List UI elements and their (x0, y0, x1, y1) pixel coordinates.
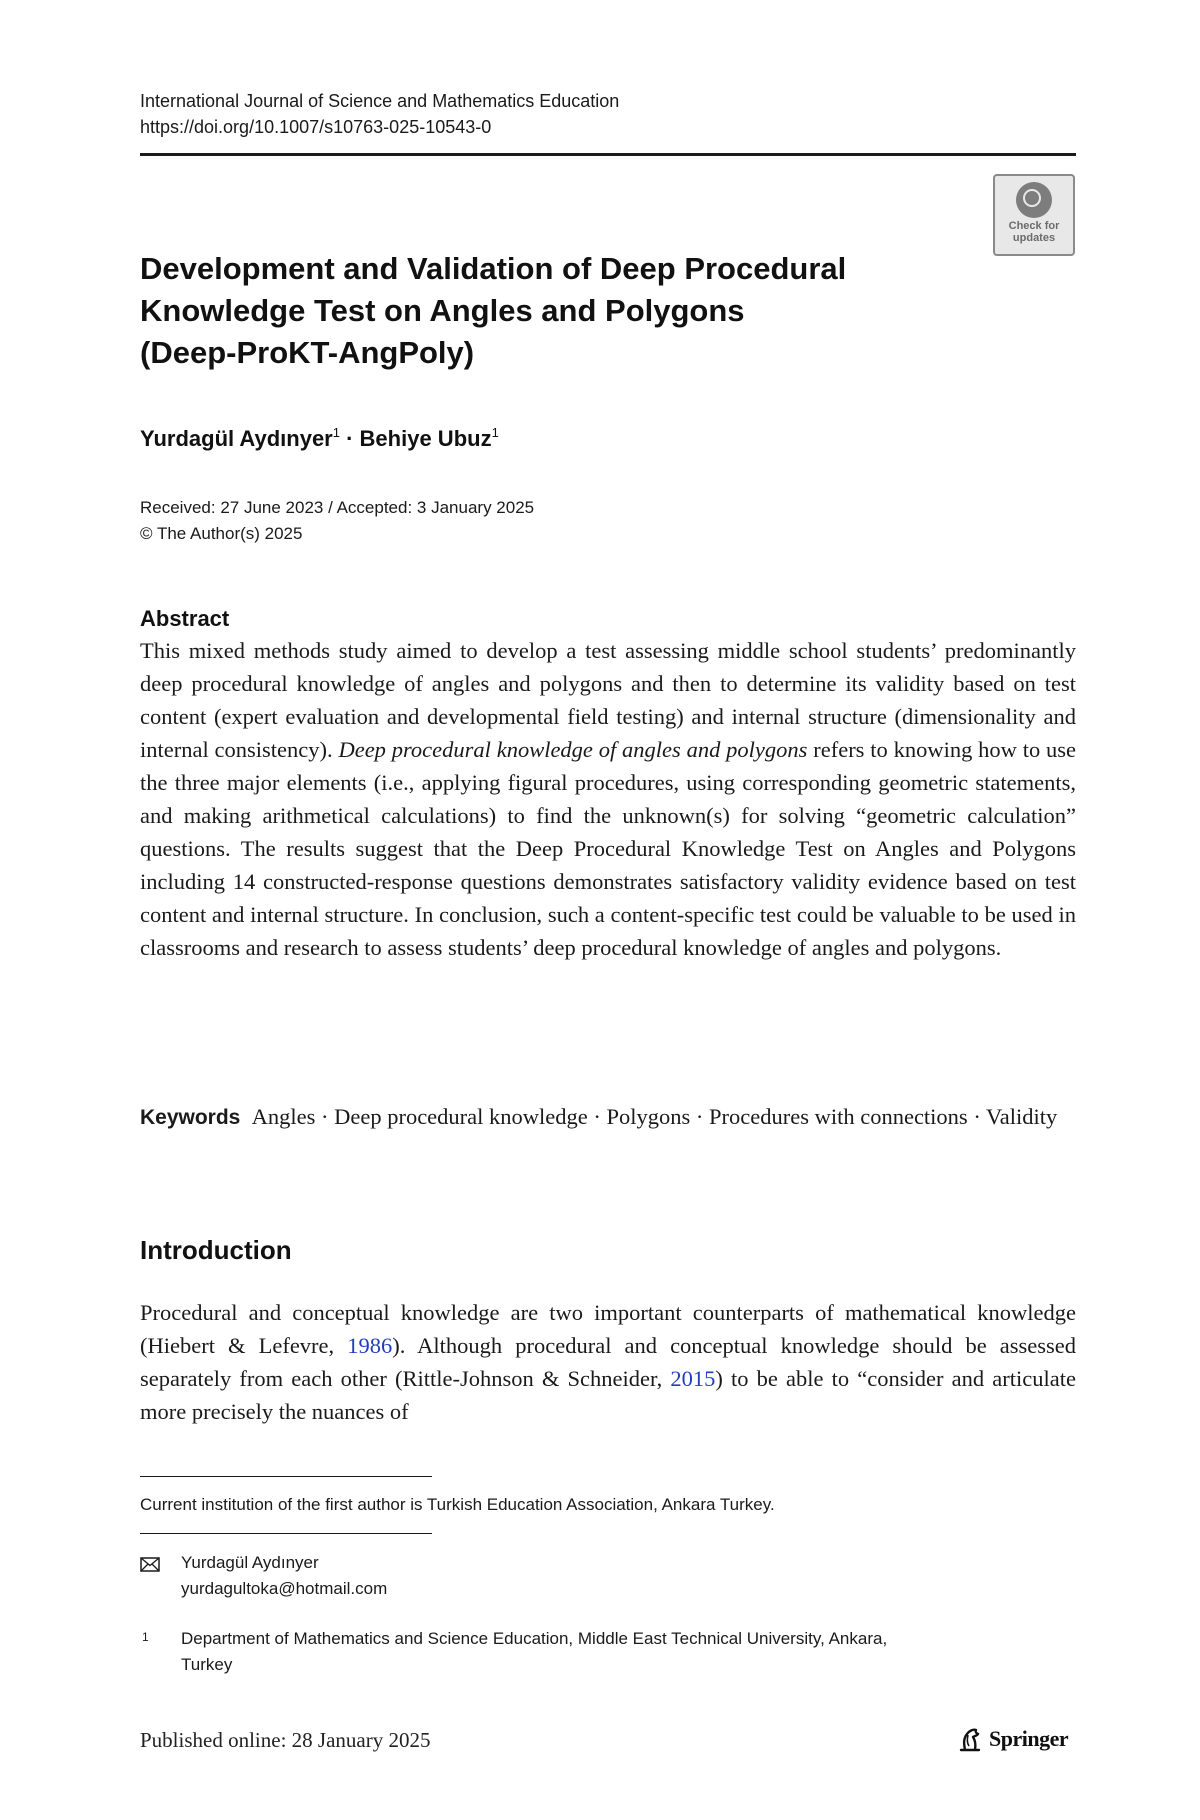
abstract-part: This mixed methods study aimed to develop a test assessing middle school students’ predominantly deep procedural knowledge of angles and polygons and then to determine its validity based on test content (expert evaluation and developmental field testing) and internal structure (dimensionality and internal consistency). (140, 638, 1076, 762)
publisher-name: Springer (989, 1726, 1069, 1751)
intro-part: ) to be able to “consider and articulate more precisely the nuances of (140, 1366, 1076, 1424)
citation-link[interactable]: 1986 (347, 1333, 393, 1358)
check-for-updates-icon (1016, 182, 1052, 218)
check-for-updates-badge[interactable] (993, 174, 1075, 256)
article-dates (140, 495, 534, 547)
footnote-rule (140, 1533, 432, 1534)
published-date: Published online: 28 January 2025 (140, 1728, 431, 1752)
intro-part: Procedural and conceptual knowledge are two important counterparts of mathematical knowledge (Hiebert & Lefevre, (140, 1300, 1076, 1358)
journal-header (140, 88, 619, 140)
intro-part: ). Although procedural and conceptual knowledge should be assessed separately from each other (Rittle-Johnson & Schneider, (140, 1333, 1076, 1391)
introduction-heading: Introduction (140, 1235, 292, 1265)
abstract-text (140, 634, 1076, 964)
received-accepted: Received: 27 June 2023 / Accepted: 3 January 2025 (140, 498, 535, 517)
contact-email[interactable]: yurdagultoka@hotmail.com (181, 1579, 388, 1598)
copyright: © The Author(s) 2025 (140, 524, 303, 543)
footnote-rule (140, 1476, 432, 1477)
author-list (140, 418, 499, 454)
introduction-text (140, 1296, 1076, 1428)
doi-link[interactable]: https://doi.org/10.1007/s10763-025-10543-0 (140, 117, 492, 137)
abstract-heading: Abstract (140, 606, 230, 631)
keywords (140, 1100, 1076, 1134)
article-title (140, 248, 920, 374)
author-name[interactable]: Behiye Ubuz (359, 426, 492, 451)
envelope-icon (140, 1557, 160, 1572)
author-name[interactable]: Yurdagül Aydınyer (140, 426, 333, 451)
springer-logo[interactable] (955, 1722, 1068, 1756)
citation-link[interactable]: 2015 (670, 1366, 716, 1391)
springer-horse-icon (955, 1724, 985, 1754)
badge-line2: updates (1012, 232, 1056, 244)
header-rule (140, 153, 1076, 156)
affiliation (181, 1626, 887, 1678)
keywords-label: Keywords (140, 1106, 241, 1129)
badge-line1: Check for (1008, 220, 1060, 232)
contact-name: Yurdagül Aydınyer (181, 1553, 319, 1572)
institution-footnote: Current institution of the first author is Turkish Education Association, Ankara Turkey. (140, 1495, 775, 1514)
abstract-part: refers to knowing how to use the three major elements (i.e., applying figural procedures, using corresponding geometric statements, and making arithmetical calculations) to find the unknown(s) for solving “geometric calculation” questions. The results suggest that the Deep Procedural Knowledge Test on Angles and Polygons including 14 constructed-response questions demonstrates satisfactory validity evidence based on test content and internal structure. In conclusion, such a content-specific test could be valuable to be used in classrooms and research to assess students’ deep procedural knowledge of angles and polygons. (140, 737, 1077, 960)
abstract-emphasis: Deep procedural knowledge of angles and polygons (338, 737, 808, 762)
author-separator: · (339, 426, 360, 451)
title-line: Development and Validation of Deep Procedural (140, 251, 847, 286)
title-line: (Deep-ProKT-AngPoly) (140, 335, 475, 370)
affiliation-marker: 1 (332, 425, 340, 440)
affiliation-marker: 1 (491, 425, 499, 440)
corresponding-author (181, 1550, 387, 1602)
affiliation-number: 1 (142, 1630, 149, 1644)
affiliation-line: Turkey (181, 1655, 233, 1674)
title-line: Knowledge Test on Angles and Polygons (140, 293, 745, 328)
affiliation-line: Department of Mathematics and Science Education, Middle East Technical University, Ankara, (181, 1629, 888, 1648)
keywords-list: Angles · Deep procedural knowledge · Polygons · Procedures with connections · Validity (251, 1104, 1058, 1129)
journal-name: International Journal of Science and Mathematics Education (140, 91, 620, 111)
